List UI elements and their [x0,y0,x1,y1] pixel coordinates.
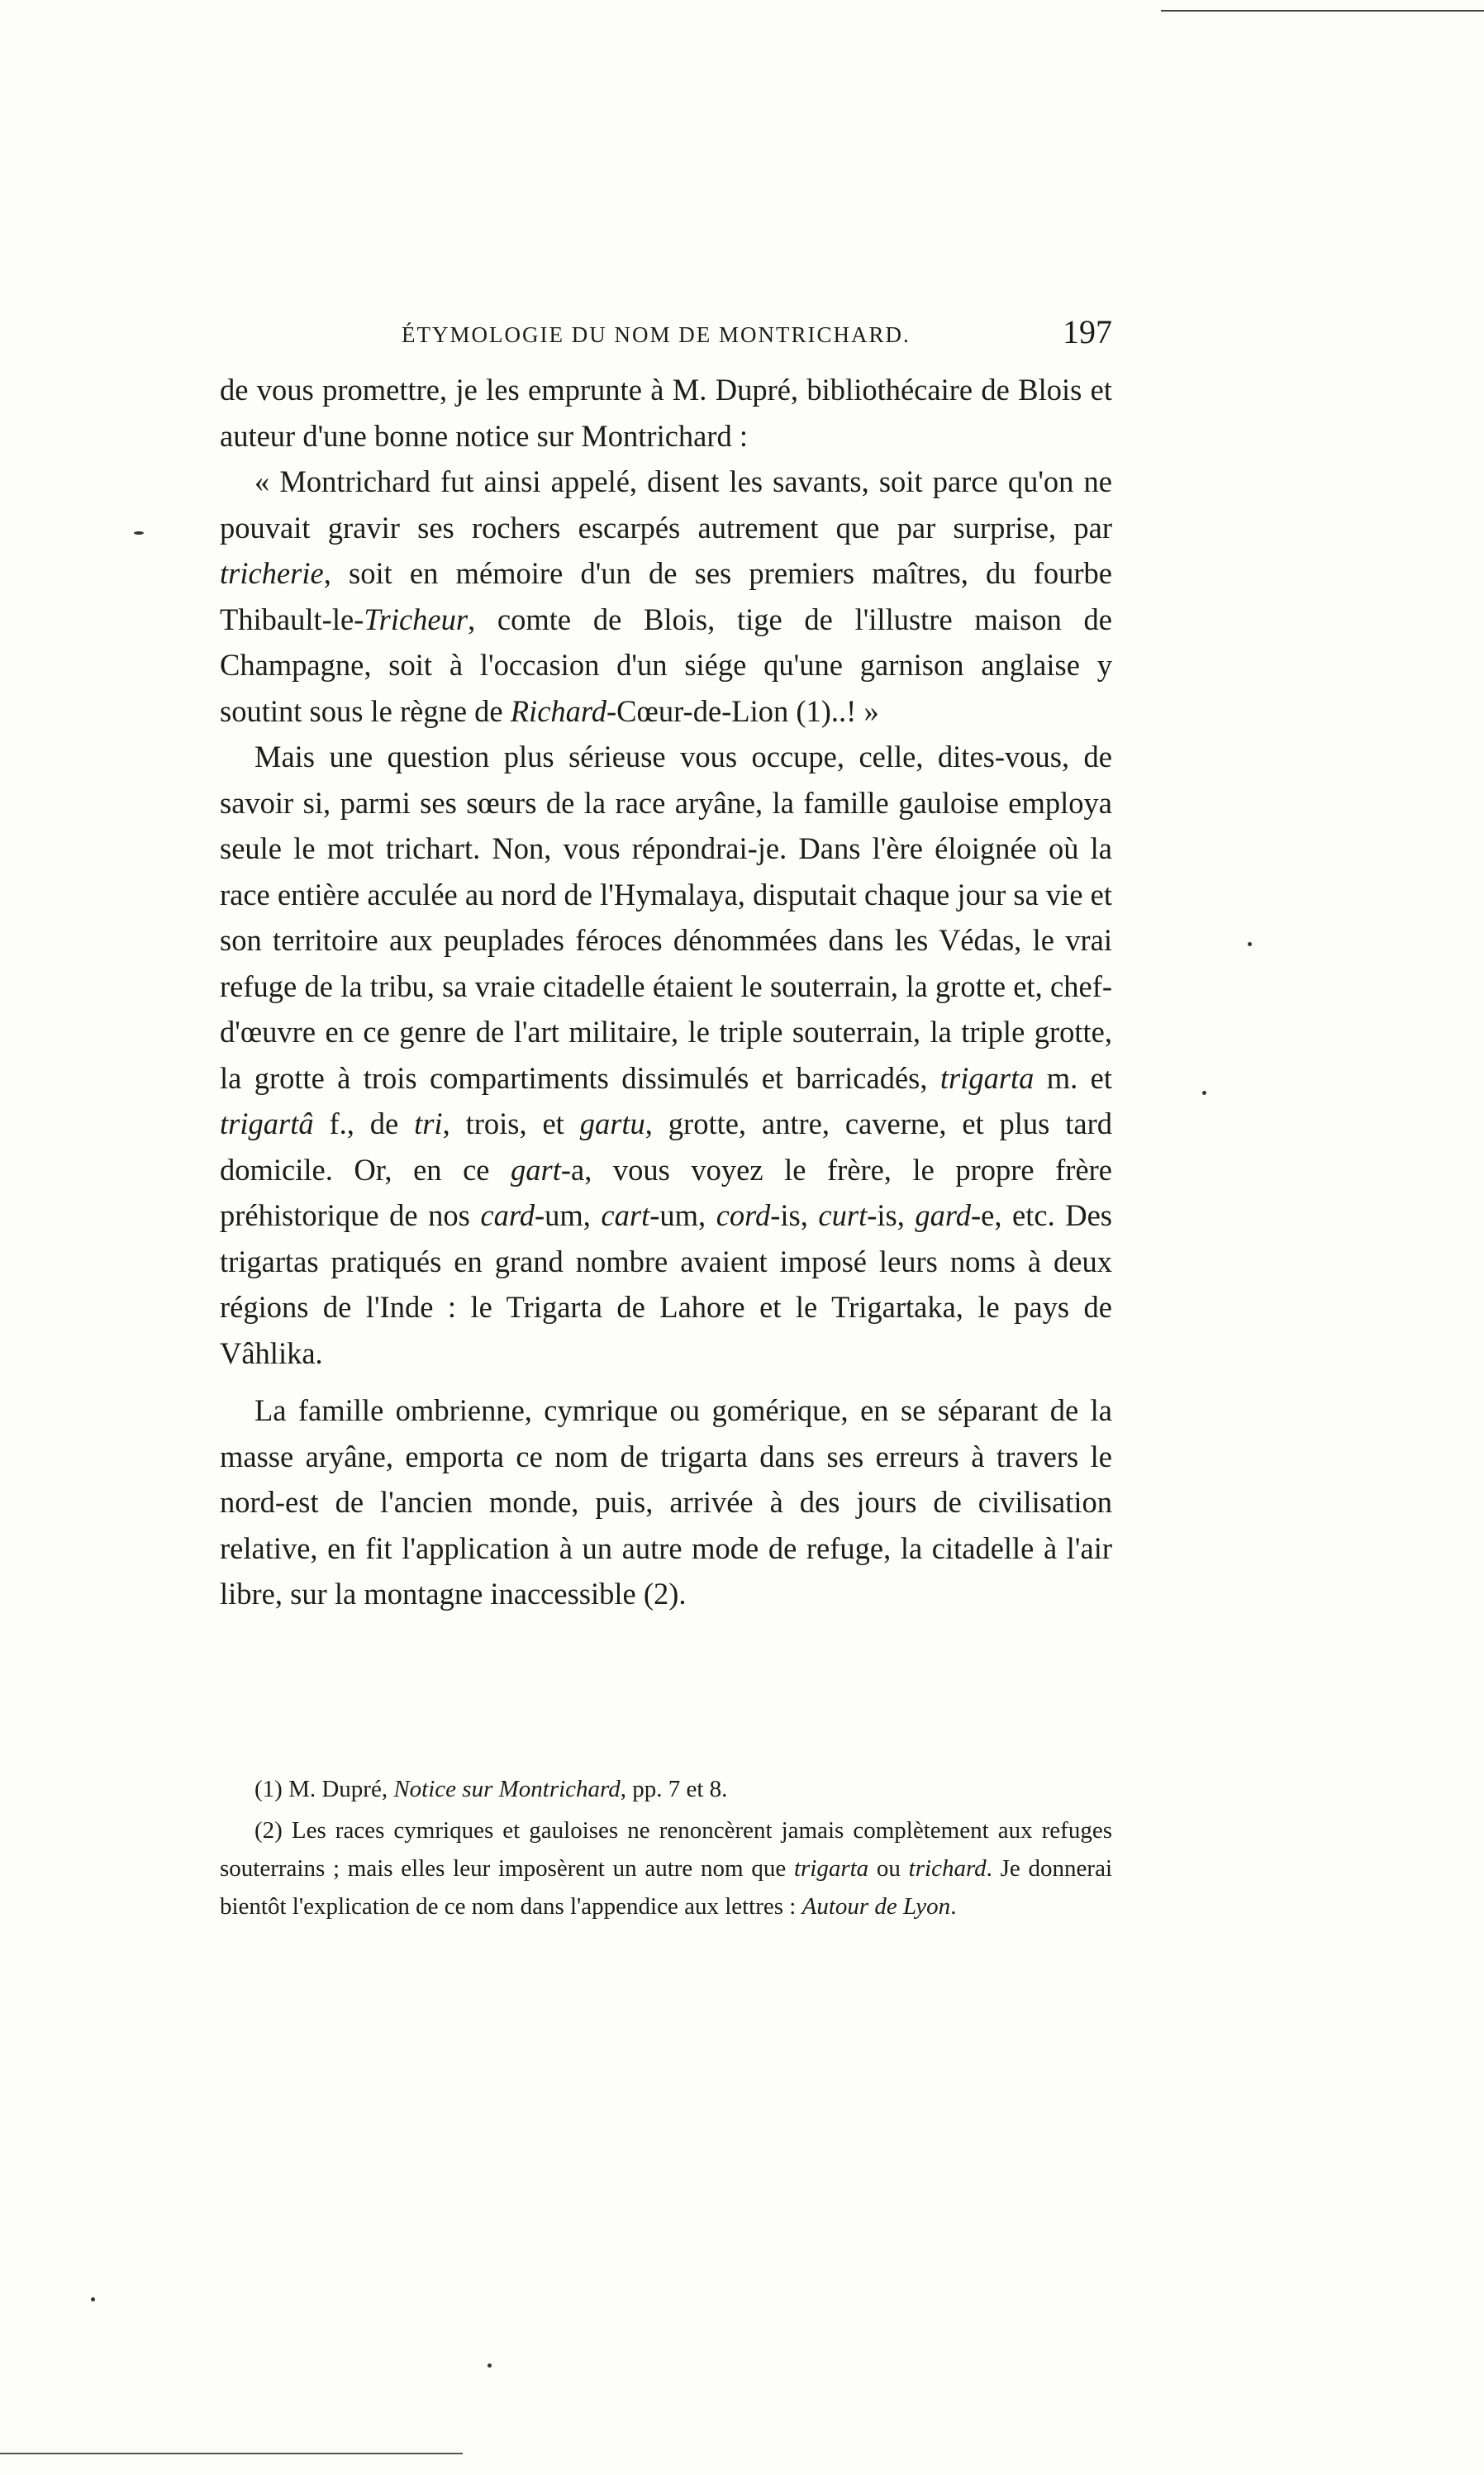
footnotes [220,1770,1112,1925]
scan-speck [488,2363,492,2368]
scan-edge-rule-bottom [0,2453,463,2454]
page-number: 197 [1063,313,1112,350]
scan-edge-rule-top [1161,10,1484,12]
body-text [220,367,1112,1617]
page-header [220,313,1112,362]
scan-speck [134,531,144,535]
running-title: ÉTYMOLOGIE DU NOM DE MONTRICHARD. [402,322,911,347]
scan-speck [1202,1091,1206,1095]
paragraph-3: Mais une question plus sérieuse vous occupe, celle, dites-vous, de savoir si, parmi ses sœurs de la race aryâne, la famille gauloise employa seule le mot trichart. Non, vous répondrai-je. Dans l'ère éloignée où la race entière acculée au nord de l'Hymalaya, disputait chaque jour sa vie et son territoire aux peuplades féroces dénommées dans les Védas, le vrai refuge de la tribu, sa vraie citadelle étaient le souterrain, la grotte et, chef-d'œuvre en ce genre de l'art militaire, le triple souterrain, la triple grotte, la grotte à trois compartiments dissimulés et barricadés, trigarta m. et trigartâ f., de tri, trois, et gartu, grotte, antre, caverne, et plus tard domicile. Or, en ce gart-a, vous voyez le frère, le propre frère préhistorique de nos card-um, cart-um, cord-is, curt-is, gard-e, etc. Des trigartas pratiqués en grand nombre avaient imposé leurs noms à deux régions de l'Inde : le Trigarta de Lahore et le Trigartaka, le pays de Vâhlika. [220,740,1113,1370]
footnote-1: (1) M. Dupré, Notice sur Montrichard, pp. 7 et 8. [254,1776,728,1802]
scan-speck [91,2297,95,2301]
paragraph-1: de vous promettre, je les emprunte à M. Dupré, bibliothécaire de Blois et auteur d'une bonne notice sur Montrichard : [220,373,1112,453]
paragraph-2-quotation: « Montrichard fut ainsi appelé, disent les savants, soit parce qu'on ne pouvait gravir ses rochers escarpés autrement que par surprise, par tricherie, soit en mémoire d'un de ses premiers maîtres, du fourbe Thibault-le-Tricheur, comte de Blois, tige de l'illustre maison de Champagne, soit à l'occasion d'un siége qu'une garnison anglaise y soutint sous le règne de Richard-Cœur-de-Lion (1)..! » [220,464,1112,728]
scan-speck [1248,942,1252,946]
footnote-2: (2) Les races cymriques et gauloises ne renoncèrent jamais complètement aux refuges souterrains ; mais elles leur imposèrent un autre nom que trigarta ou trichard. Je donnerai bientôt l'explication de ce nom dans l'appendice aux lettres : Autour de Lyon. [220,1817,1112,1920]
paragraph-4: La famille ombrienne, cymrique ou gomérique, en se séparant de la masse aryâne, emporta ce nom de trigarta dans ses erreurs à travers le nord-est de l'ancien monde, puis, arrivée à des jours de civilisation relative, en fit l'application à un autre mode de refuge, la citadelle à l'air libre, sur la montagne inaccessible (2). [220,1393,1112,1611]
